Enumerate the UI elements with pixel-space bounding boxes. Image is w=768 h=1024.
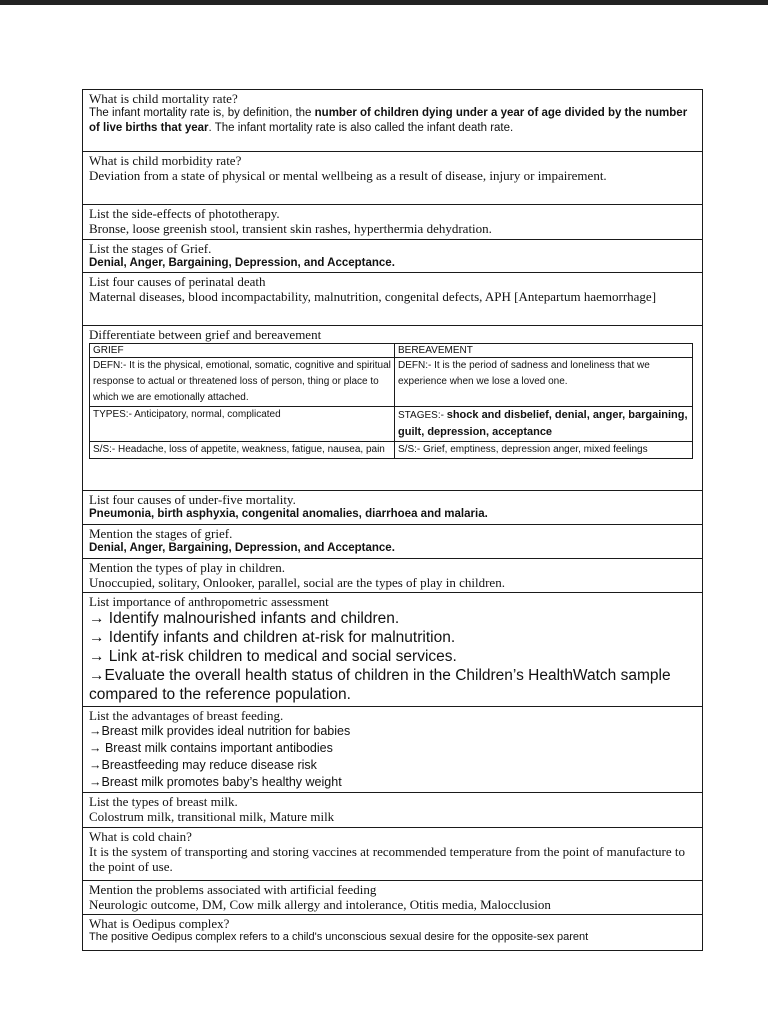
question: Mention the problems associated with artificial feeding	[89, 882, 377, 897]
answer: Denial, Anger, Bargaining, Depression, and Acceptance.	[89, 257, 395, 269]
list-item: →Breast milk promotes baby’s healthy weight	[89, 775, 342, 789]
question: Differentiate between grief and bereavement	[89, 327, 322, 342]
section-breast-feeding	[83, 707, 702, 793]
answer: Maternal diseases, blood incompactability, malnutrition, congenital defects, APH [Antepartum haemorrhage]	[89, 289, 657, 304]
list-item: → Breast milk contains important antibodies	[89, 741, 333, 755]
section-grief-vs-bereavement	[83, 326, 702, 491]
section-child-mortality	[83, 90, 702, 152]
list-item: → Link at-risk children to medical and social services.	[89, 648, 457, 665]
answer-text: The infant mortality rate is, by definition, the	[89, 107, 315, 119]
column-header-grief: GRIEF	[90, 344, 395, 358]
answer: Unoccupied, solitary, Onlooker, parallel, social are the types of play in children.	[89, 575, 505, 590]
question: Mention the types of play in children.	[89, 560, 286, 575]
question: List the advantages of breast feeding.	[89, 708, 284, 723]
table-cell: S/S:- Headache, loss of appetite, weakness, fatigue, nausea, pain	[90, 442, 395, 459]
question: What is cold chain?	[89, 829, 192, 844]
answer: Neurologic outcome, DM, Cow milk allergy and intolerance, Otitis media, Malocclusion	[89, 897, 551, 912]
section-child-morbidity	[83, 152, 702, 205]
question: List the side-effects of phototherapy.	[89, 206, 280, 221]
list-item: → Identify infants and children at-risk for malnutrition.	[89, 629, 456, 646]
answer: Colostrum milk, transitional milk, Mature milk	[89, 809, 335, 824]
section-anthropometric	[83, 593, 702, 707]
table-cell	[395, 407, 693, 442]
table-row	[90, 442, 693, 459]
table-row	[90, 407, 693, 442]
qa-sheet	[82, 89, 703, 951]
table-cell: TYPES:- Anticipatory, normal, complicated	[90, 407, 395, 442]
cell-text: shock and disbelief, denial, anger, bargaining, guilt, depression, acceptance	[398, 409, 688, 438]
list-item: →Breast milk provides ideal nutrition for babies	[89, 724, 351, 738]
question: List the stages of Grief.	[89, 241, 212, 256]
section-cold-chain	[83, 828, 702, 881]
question: What is child mortality rate?	[89, 91, 238, 106]
answer-text-end: . The infant mortality rate is also called the infant death rate.	[208, 122, 514, 134]
question: What is Oedipus complex?	[89, 916, 230, 931]
section-perinatal-death	[83, 273, 702, 326]
table-cell: DEFN:- It is the period of sadness and loneliness that we experience when we lose a loved one.	[395, 358, 693, 407]
answer: Denial, Anger, Bargaining, Depression, and Acceptance.	[89, 542, 395, 554]
section-oedipus-complex	[83, 915, 702, 951]
question: What is child morbidity rate?	[89, 153, 242, 168]
section-types-of-play	[83, 559, 702, 593]
column-header-bereavement: BEREAVEMENT	[395, 344, 693, 358]
table-cell: DEFN:- It is the physical, emotional, somatic, cognitive and spiritual response to actual or threatened loss of person, thing or place to which we are emotionally attached.	[90, 358, 395, 407]
section-breast-milk-types	[83, 793, 702, 828]
section-artificial-feeding	[83, 881, 702, 915]
section-phototherapy	[83, 205, 702, 240]
section-under-five-mortality	[83, 491, 702, 525]
cell-label: STAGES:-	[398, 410, 447, 421]
top-edge-bar	[0, 0, 768, 5]
question: List the types of breast milk.	[89, 794, 238, 809]
question: List four causes of perinatal death	[89, 274, 266, 289]
answer: Deviation from a state of physical or mental wellbeing as a result of disease, injury or impairement.	[89, 168, 607, 183]
list-item: →Evaluate the overall health status of children in the Children’s HealthWatch sample compared to the reference population.	[89, 667, 671, 703]
answer: Pneumonia, birth asphyxia, congenital anomalies, diarrhoea and malaria.	[89, 508, 488, 520]
question: List importance of anthropometric assessment	[89, 594, 329, 609]
list-item: →Breastfeeding may reduce disease risk	[89, 758, 317, 772]
answer-emphasis: number of children dying under a year of age divided by the number of live births that year	[89, 107, 688, 134]
section-stages-of-grief-2	[83, 525, 702, 559]
comparison-table	[89, 343, 693, 459]
table-cell: S/S:- Grief, emptiness, depression anger, mixed feelings	[395, 442, 693, 459]
answer: The positive Oedipus complex refers to a child's unconscious sexual desire for the opposite-sex parent	[89, 931, 589, 943]
question: List four causes of under-five mortality.	[89, 492, 296, 507]
answer: Bronse, loose greenish stool, transient skin rashes, hyperthermia dehydration.	[89, 221, 492, 236]
answer: It is the system of transporting and storing vaccines at recommended temperature from the point of manufacture to the point of use.	[89, 844, 686, 874]
list-item: → Identify malnourished infants and children.	[89, 610, 400, 627]
section-stages-of-grief	[83, 240, 702, 273]
table-header-row	[90, 344, 693, 358]
answer	[89, 106, 697, 136]
question: Mention the stages of grief.	[89, 526, 233, 541]
table-row	[90, 358, 693, 407]
